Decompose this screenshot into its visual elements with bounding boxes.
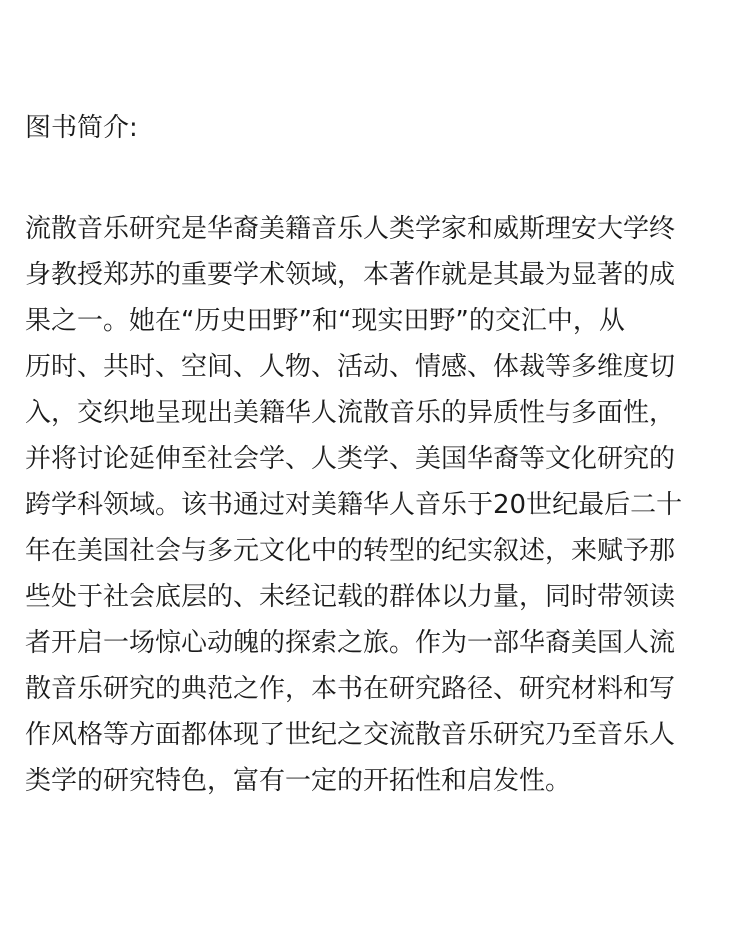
description-line-1: 流散音乐研究是华裔美籍音乐人类学家和威斯理安大学终 (25, 214, 676, 244)
description-line-5: 入，交织地呈现出美籍华人流散音乐的异质性与多面性， (25, 398, 676, 428)
description-line-13: 类学的研究特色，富有一定的开拓性和启发性。 (25, 766, 572, 796)
description-line-9: 些处于社会底层的、未经记载的群体以力量，同时带领读 (25, 582, 676, 612)
description-line-8: 年在美国社会与多元文化中的转型的纪实叙述，来赋予那 (25, 536, 676, 566)
description-line-6: 并将讨论延伸至社会学、人类学、美国华裔等文化研究的 (25, 444, 676, 474)
description-line-2: 身教授郑苏的重要学术领域，本著作就是其最为显著的成 (25, 260, 676, 290)
section-title: 图书简介: (25, 113, 138, 143)
description-body (25, 206, 725, 804)
description-line-3: 果之一。她在“历史田野”和“现实田野”的交汇中，从 (25, 306, 625, 336)
description-line-7: 跨学科领域。该书通过对美籍华人音乐于20世纪最后二十 (25, 490, 683, 520)
description-line-12: 作风格等方面都体现了世纪之交流散音乐研究乃至音乐人 (25, 720, 676, 750)
description-line-4: 历时、共时、空间、人物、活动、情感、体裁等多维度切 (25, 352, 676, 382)
description-line-10: 者开启一场惊心动魄的探索之旅。作为一部华裔美国人流 (25, 628, 676, 658)
description-line-11: 散音乐研究的典范之作，本书在研究路径、研究材料和写 (25, 674, 676, 704)
